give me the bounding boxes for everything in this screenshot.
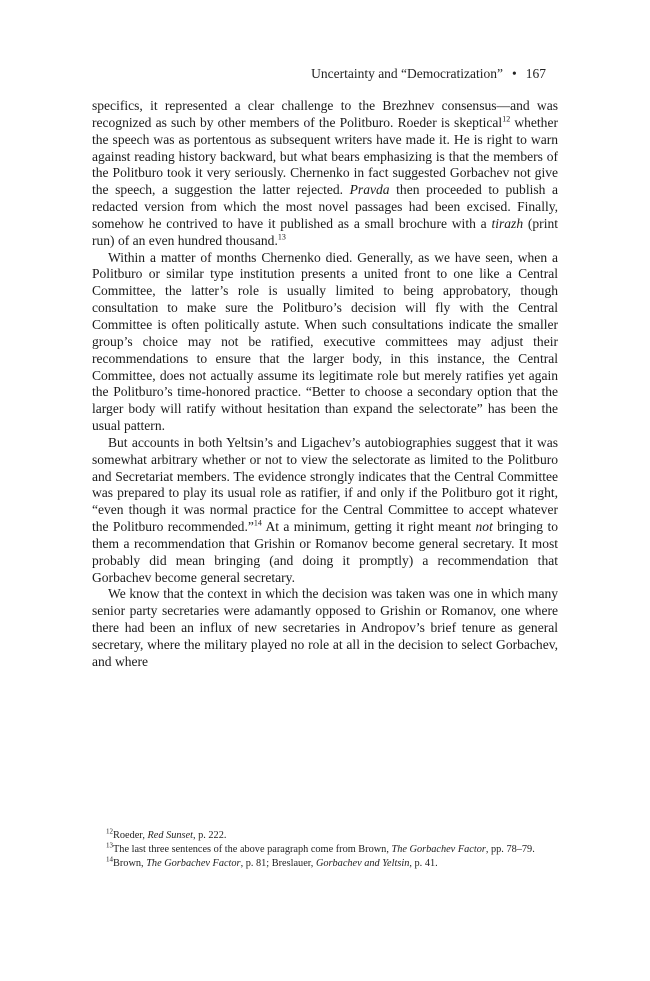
text-run: bringing to them a recommendation that Grishin or Romanov become general secretary. It most probably did mean bringing (and doing it promptly) a recommendation that Gorbachev become general secretary.	[92, 519, 558, 585]
text-run: , p. 222.	[192, 830, 227, 841]
text-run: At a minimum, getting it right meant	[261, 519, 476, 535]
italic-run: Pravda	[349, 182, 390, 198]
footnote-ref-13: 13	[277, 232, 286, 242]
footnote-number: 12	[106, 827, 113, 836]
footnotes	[92, 829, 558, 872]
text-run: specifics, it represented a clear challenge to the Brezhnev consensus—and was recognized as such by other members of the Politburo. Roeder is skeptical	[92, 98, 558, 130]
paragraph-4	[92, 586, 558, 670]
text-run: (print run) of an even hundred thousand.	[92, 215, 558, 248]
text-run: , pp. 78–79.	[485, 844, 535, 856]
footnote-14	[92, 857, 558, 871]
text-run: But accounts in both Yeltsin’s and Ligachev’s autobiographies suggest that it was somewhat arbitrary whether or not to view the selectorate as limited to the Politburo and Secretariat members. The evidence strongly indicates that the Central Committee was prepared to play its usual role as ratifier, if and only if the Politburo got it right, “even though it was normal practice for the Central Committee to accept whatever the Politburo recommended.”	[92, 434, 558, 535]
paragraph-3	[92, 435, 558, 587]
text-run: The last three sentences of the above paragraph come from Brown,	[113, 844, 392, 856]
footnote-ref-12: 12	[502, 114, 511, 124]
paragraph-2	[92, 250, 558, 435]
paragraph-1	[92, 98, 558, 250]
italic-run: tirazh	[491, 215, 524, 231]
italic-run: Red Sunset	[147, 830, 193, 841]
footnote-13	[92, 843, 558, 857]
body-text	[92, 98, 558, 671]
text-run: , p. 81; Breslauer,	[240, 858, 316, 870]
footnote-12	[92, 829, 558, 843]
text-run: , p. 41.	[409, 858, 438, 870]
footnote-number: 13	[106, 841, 113, 850]
footnote-ref-14: 14	[253, 518, 262, 528]
italic-run: not	[475, 519, 493, 535]
text-run: then proceeded to publish a redacted version from which the most novel passages had been excised. Finally, somehow he contrived to have it published as a small brochure with a	[92, 182, 559, 231]
text-run: Roeder,	[113, 830, 148, 841]
text-run: Within a matter of months Chernenko died. Generally, as we have seen, when a Politburo or similar type institution presents a united front to one like a Central Committee, the latter’s role is usually limited to being approbatory, though consultation to make sure the Politburo’s decision will fly with the Central Committee is often politically astute. When such consultations indicate the smaller group’s choice may not be ratified, executive committees may adjust their recommendations to ensure that the larger body, in this instance, the Central Committee, does not actually assume its legitimate role but merely ratifies yet again the Politburo’s time-honored practice. “Better to choose a secondary option that the larger body will ratify without hesitation than expand the selectorate” has been the usual pattern.	[92, 249, 558, 434]
running-head	[311, 66, 546, 82]
text-run: Brown,	[113, 858, 147, 870]
italic-run: Gorbachev and Yeltsin	[315, 858, 410, 870]
chapter-title: Uncertainty and “Democratization”	[311, 66, 504, 81]
footnote-number: 14	[106, 855, 113, 864]
page-number: 167	[525, 66, 546, 81]
text-run: whether the speech was as portentous as subsequent writers have made it. He is right to warn against reading history backward, but what bears emphasizing is that the members of the Politburo took it very seriously. Chernenko in fact suggested Gorbachev not give the speech, a suggestion the latter rejected.	[92, 114, 558, 198]
italic-run: The Gorbachev Factor	[146, 858, 241, 870]
bullet-separator: •	[512, 66, 517, 81]
italic-run: The Gorbachev Factor	[391, 844, 486, 856]
text-run: We know that the context in which the decision was taken was one in which many senior party secretaries were adamantly opposed to Grishin or Romanov, one where there had been an influx of new secretaries in Andropov’s brief tenure as general secretary, where the military played no role at all in the decision to select Gorbachev, and where	[92, 586, 558, 669]
